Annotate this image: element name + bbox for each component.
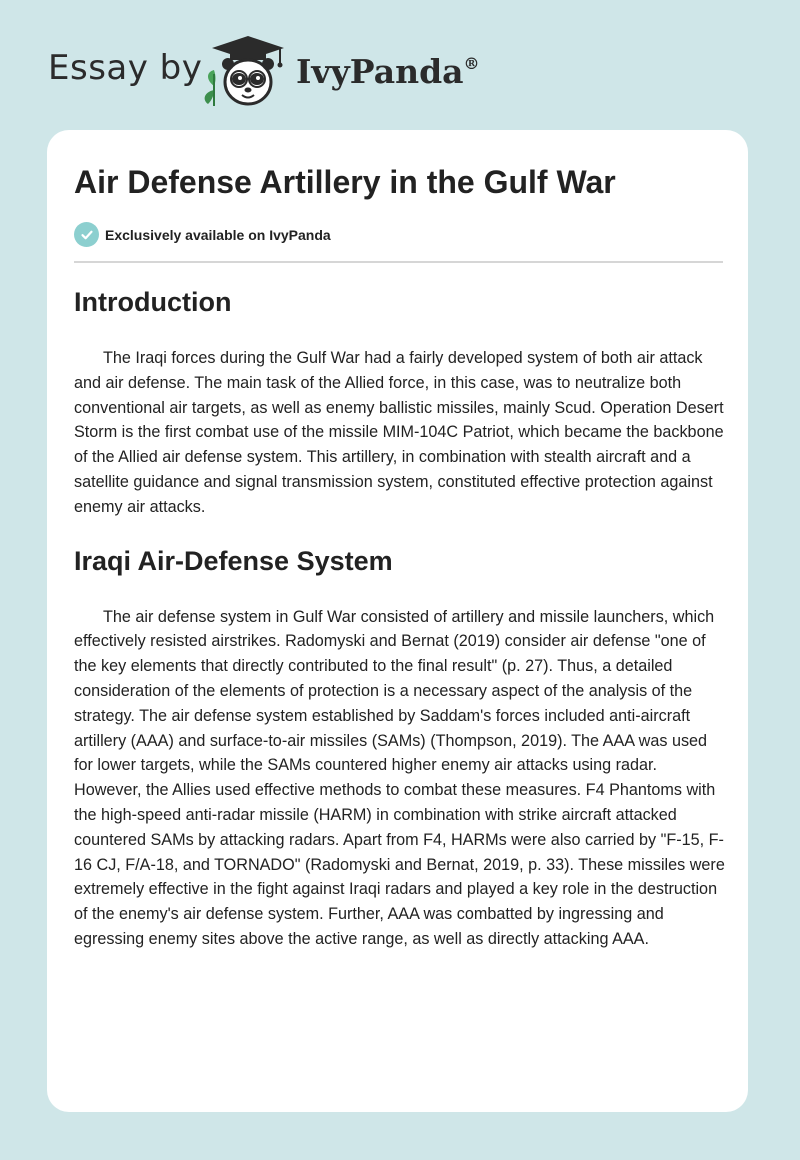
- title-divider: [74, 261, 723, 263]
- section-heading-introduction: Introduction: [74, 287, 232, 317]
- section-paragraph-introduction: The Iraqi forces during the Gulf War had a fairly developed system of both air attack and air defense. The main task of the Allied force, in this case, was to neutralize both conventional air targets, as well as enemy ballistic missiles, mainly Scud. Operation Desert Storm is the first combat use of the missile MIM-104C Patriot, which became the backbone of the Allied air defense system. This artillery, in combination with stealth aircraft and a satellite guidance and signal transmission system, constituted effective protection against enemy air attacks.: [74, 349, 724, 516]
- essay-card: [47, 130, 748, 1112]
- section-heading-iraqi-air-defense: Iraqi Air-Defense System: [74, 545, 393, 576]
- section-paragraph-iraqi-air-defense: The air defense system in Gulf War consisted of artillery and missile launchers, which effectively resisted airstrikes. Radomyski and Bernat (2019) consider air defense "one of the key elements that directly contributed to the final result" (p. 27). Thus, a detailed consideration of the elements of protection is a necessary aspect of the analysis of the strategy. The air defense system established by Saddam's forces included anti-aircraft artillery (AAA) and surface-to-air missiles (SAMs) (Thompson, 2019). The AAA was used for lower targets, while the SAMs countered higher enemy air attacks using radar. However, the Allies used effective methods to combat these measures. F4 Phantoms with the high-speed anti-radar missile (HARM) in combination with strike aircraft attacked countered SAMs by attacking radars. Apart from F4, HARMs were also carried by "F-15, F-16 CJ, F/A-18, and TORNADO" (Radomyski and Bernat, 2019, p. 33). These missiles were extremely effective in the fight against Iraqi radars and played a key role in the destruction of the enemy's air defense system. Further, AAA was combatted by ingressing and egressing enemy sites above the active range, as well as directly attacking AAA.: [74, 607, 725, 948]
- essay-content: [74, 282, 726, 952]
- brand-prefix: Essay by: [48, 48, 203, 88]
- brand-name-text: IvyPanda: [296, 52, 464, 91]
- site-header: [0, 0, 800, 130]
- panda-graduate-icon[interactable]: [200, 34, 292, 108]
- brand-name[interactable]: [296, 52, 480, 91]
- essay-title: Air Defense Artillery in the Gulf War: [74, 164, 616, 200]
- exclusive-badge: [74, 222, 331, 247]
- check-circle-icon: [74, 222, 99, 247]
- registered-mark: ®: [463, 54, 480, 73]
- badge-text: Exclusively available on IvyPanda: [105, 226, 331, 243]
